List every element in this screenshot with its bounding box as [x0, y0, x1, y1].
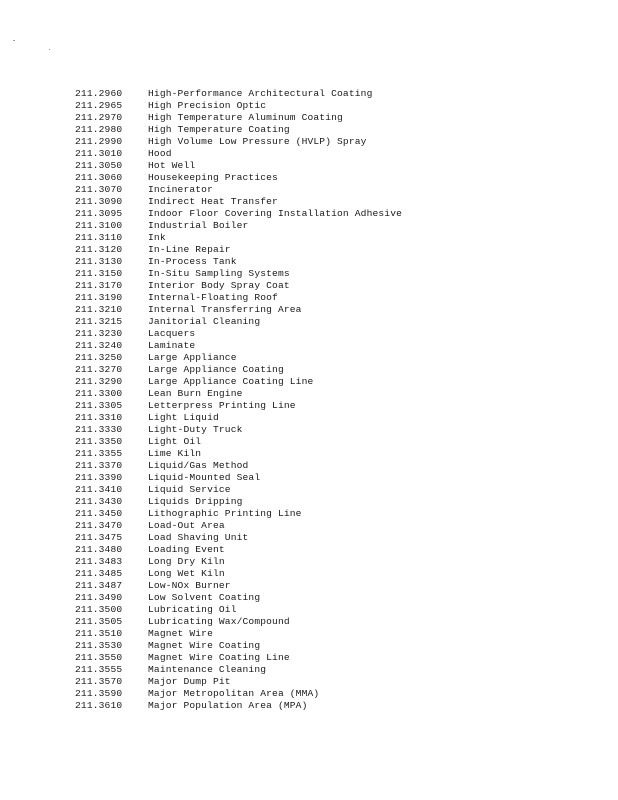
section-number: 211.3530 [75, 640, 123, 651]
defined-term: Lean Burn Engine [148, 388, 243, 399]
section-number: 211.3070 [75, 184, 123, 195]
defined-term: Liquids Dripping [148, 496, 243, 507]
scan-speck [13, 40, 15, 41]
section-number: 211.3290 [75, 376, 123, 387]
defined-term: In-Situ Sampling Systems [148, 268, 290, 279]
section-number: 211.3305 [75, 400, 123, 411]
list-item [75, 88, 605, 100]
list-item [75, 304, 605, 316]
list-item [75, 220, 605, 232]
section-number: 211.2970 [75, 112, 123, 123]
defined-term: Large Appliance Coating Line [148, 376, 314, 387]
list-item [75, 148, 605, 160]
list-item [75, 196, 605, 208]
defined-term: High Temperature Aluminum Coating [148, 112, 343, 123]
defined-term: Low-NOx Burner [148, 580, 231, 591]
list-item [75, 700, 605, 712]
list-item [75, 688, 605, 700]
defined-term: Load-Out Area [148, 520, 225, 531]
defined-term: Load Shaving Unit [148, 532, 249, 543]
list-item [75, 508, 605, 520]
section-number: 211.3480 [75, 544, 123, 555]
defined-term: Loading Event [148, 544, 225, 555]
defined-term: Indirect Heat Transfer [148, 196, 278, 207]
defined-term: Lacquers [148, 328, 196, 339]
defined-term: Liquid-Mounted Seal [148, 472, 261, 483]
defined-term: High Precision Optic [148, 100, 267, 111]
defined-term: Indoor Floor Covering Installation Adhesive [148, 208, 403, 219]
list-item [75, 448, 605, 460]
defined-term: Housekeeping Practices [148, 172, 278, 183]
list-item [75, 184, 605, 196]
list-item [75, 676, 605, 688]
list-item [75, 616, 605, 628]
list-item [75, 268, 605, 280]
section-number: 211.3475 [75, 532, 123, 543]
section-number: 211.3490 [75, 592, 123, 603]
list-item [75, 604, 605, 616]
list-item [75, 496, 605, 508]
section-number: 211.3100 [75, 220, 123, 231]
list-item [75, 316, 605, 328]
list-item [75, 352, 605, 364]
list-item [75, 460, 605, 472]
defined-term: Low Solvent Coating [148, 592, 261, 603]
list-item [75, 280, 605, 292]
list-item [75, 172, 605, 184]
defined-term: Long Wet Kiln [148, 568, 225, 579]
section-number: 211.2990 [75, 136, 123, 147]
section-number: 211.3550 [75, 652, 123, 663]
section-number: 211.3505 [75, 616, 123, 627]
section-number: 211.3330 [75, 424, 123, 435]
section-number: 211.3010 [75, 148, 123, 159]
defined-term: Major Metropolitan Area (MMA) [148, 688, 320, 699]
section-number: 211.3090 [75, 196, 123, 207]
defined-term: Janitorial Cleaning [148, 316, 261, 327]
list-item [75, 100, 605, 112]
section-number: 211.3050 [75, 160, 123, 171]
defined-term: Laminate [148, 340, 196, 351]
section-number: 211.3130 [75, 256, 123, 267]
defined-term: Ink [148, 232, 166, 243]
section-number: 211.3270 [75, 364, 123, 375]
section-number: 211.3390 [75, 472, 123, 483]
defined-term: Major Dump Pit [148, 676, 231, 687]
section-number: 211.3110 [75, 232, 123, 243]
list-item [75, 424, 605, 436]
section-number: 211.2980 [75, 124, 123, 135]
defined-term: Lithographic Printing Line [148, 508, 302, 519]
section-number: 211.3483 [75, 556, 123, 567]
section-number: 211.3350 [75, 436, 123, 447]
section-number: 211.3410 [75, 484, 123, 495]
defined-term: Lubricating Oil [148, 604, 237, 615]
list-item [75, 544, 605, 556]
defined-term: Letterpress Printing Line [148, 400, 296, 411]
list-item [75, 208, 605, 220]
list-item [75, 388, 605, 400]
defined-term: Internal-Floating Roof [148, 292, 278, 303]
list-item [75, 484, 605, 496]
list-item [75, 556, 605, 568]
defined-term: Light Oil [148, 436, 202, 447]
section-number: 211.3570 [75, 676, 123, 687]
list-item [75, 628, 605, 640]
list-item [75, 664, 605, 676]
section-number: 211.3170 [75, 280, 123, 291]
defined-term: Hood [148, 148, 172, 159]
defined-term: Magnet Wire Coating Line [148, 652, 290, 663]
list-item [75, 136, 605, 148]
list-item [75, 436, 605, 448]
list-item [75, 412, 605, 424]
defined-term: Liquid Service [148, 484, 231, 495]
defined-term: Magnet Wire [148, 628, 213, 639]
defined-term: High Volume Low Pressure (HVLP) Spray [148, 136, 367, 147]
defined-term: Magnet Wire Coating [148, 640, 261, 651]
list-item [75, 112, 605, 124]
list-item [75, 328, 605, 340]
section-number: 211.3500 [75, 604, 123, 615]
section-number: 211.3240 [75, 340, 123, 351]
defined-term: Lime Kiln [148, 448, 202, 459]
section-number: 211.3230 [75, 328, 123, 339]
defined-term: High-Performance Architectural Coating [148, 88, 373, 99]
section-number: 211.3610 [75, 700, 123, 711]
defined-term: Internal Transferring Area [148, 304, 302, 315]
list-item [75, 160, 605, 172]
list-item [75, 400, 605, 412]
defined-term: Large Appliance [148, 352, 237, 363]
section-number: 211.3300 [75, 388, 123, 399]
list-item [75, 364, 605, 376]
section-number: 211.3150 [75, 268, 123, 279]
section-number: 211.2960 [75, 88, 123, 99]
defined-term: Maintenance Cleaning [148, 664, 267, 675]
section-number: 211.3210 [75, 304, 123, 315]
list-item [75, 472, 605, 484]
section-number: 211.3095 [75, 208, 123, 219]
list-item [75, 520, 605, 532]
defined-term: Major Population Area (MPA) [148, 700, 308, 711]
defined-term: Light Liquid [148, 412, 219, 423]
section-number: 211.3215 [75, 316, 123, 327]
defined-term: Industrial Boiler [148, 220, 249, 231]
defined-term: Interior Body Spray Coat [148, 280, 290, 291]
section-number: 211.3120 [75, 244, 123, 255]
list-item [75, 292, 605, 304]
list-item [75, 580, 605, 592]
list-item [75, 532, 605, 544]
section-number: 211.3060 [75, 172, 123, 183]
section-number: 211.3555 [75, 664, 123, 675]
definition-list [75, 88, 605, 712]
section-number: 211.3355 [75, 448, 123, 459]
list-item [75, 376, 605, 388]
section-number: 211.3430 [75, 496, 123, 507]
defined-term: Light-Duty Truck [148, 424, 243, 435]
list-item [75, 592, 605, 604]
section-number: 211.3470 [75, 520, 123, 531]
section-number: 211.2965 [75, 100, 123, 111]
list-item [75, 640, 605, 652]
defined-term: In-Line Repair [148, 244, 231, 255]
defined-term: In-Process Tank [148, 256, 237, 267]
scan-speck [49, 49, 50, 50]
list-item [75, 568, 605, 580]
section-number: 211.3250 [75, 352, 123, 363]
defined-term: High Temperature Coating [148, 124, 290, 135]
list-item [75, 256, 605, 268]
defined-term: Long Dry Kiln [148, 556, 225, 567]
section-number: 211.3370 [75, 460, 123, 471]
section-number: 211.3487 [75, 580, 123, 591]
section-number: 211.3485 [75, 568, 123, 579]
section-number: 211.3450 [75, 508, 123, 519]
section-number: 211.3310 [75, 412, 123, 423]
section-number: 211.3510 [75, 628, 123, 639]
section-number: 211.3190 [75, 292, 123, 303]
list-item [75, 232, 605, 244]
section-number: 211.3590 [75, 688, 123, 699]
defined-term: Liquid/Gas Method [148, 460, 249, 471]
list-item [75, 652, 605, 664]
defined-term: Hot Well [148, 160, 196, 171]
list-item [75, 124, 605, 136]
list-item [75, 244, 605, 256]
defined-term: Incinerator [148, 184, 213, 195]
defined-term: Large Appliance Coating [148, 364, 284, 375]
defined-term: Lubricating Wax/Compound [148, 616, 290, 627]
list-item [75, 340, 605, 352]
